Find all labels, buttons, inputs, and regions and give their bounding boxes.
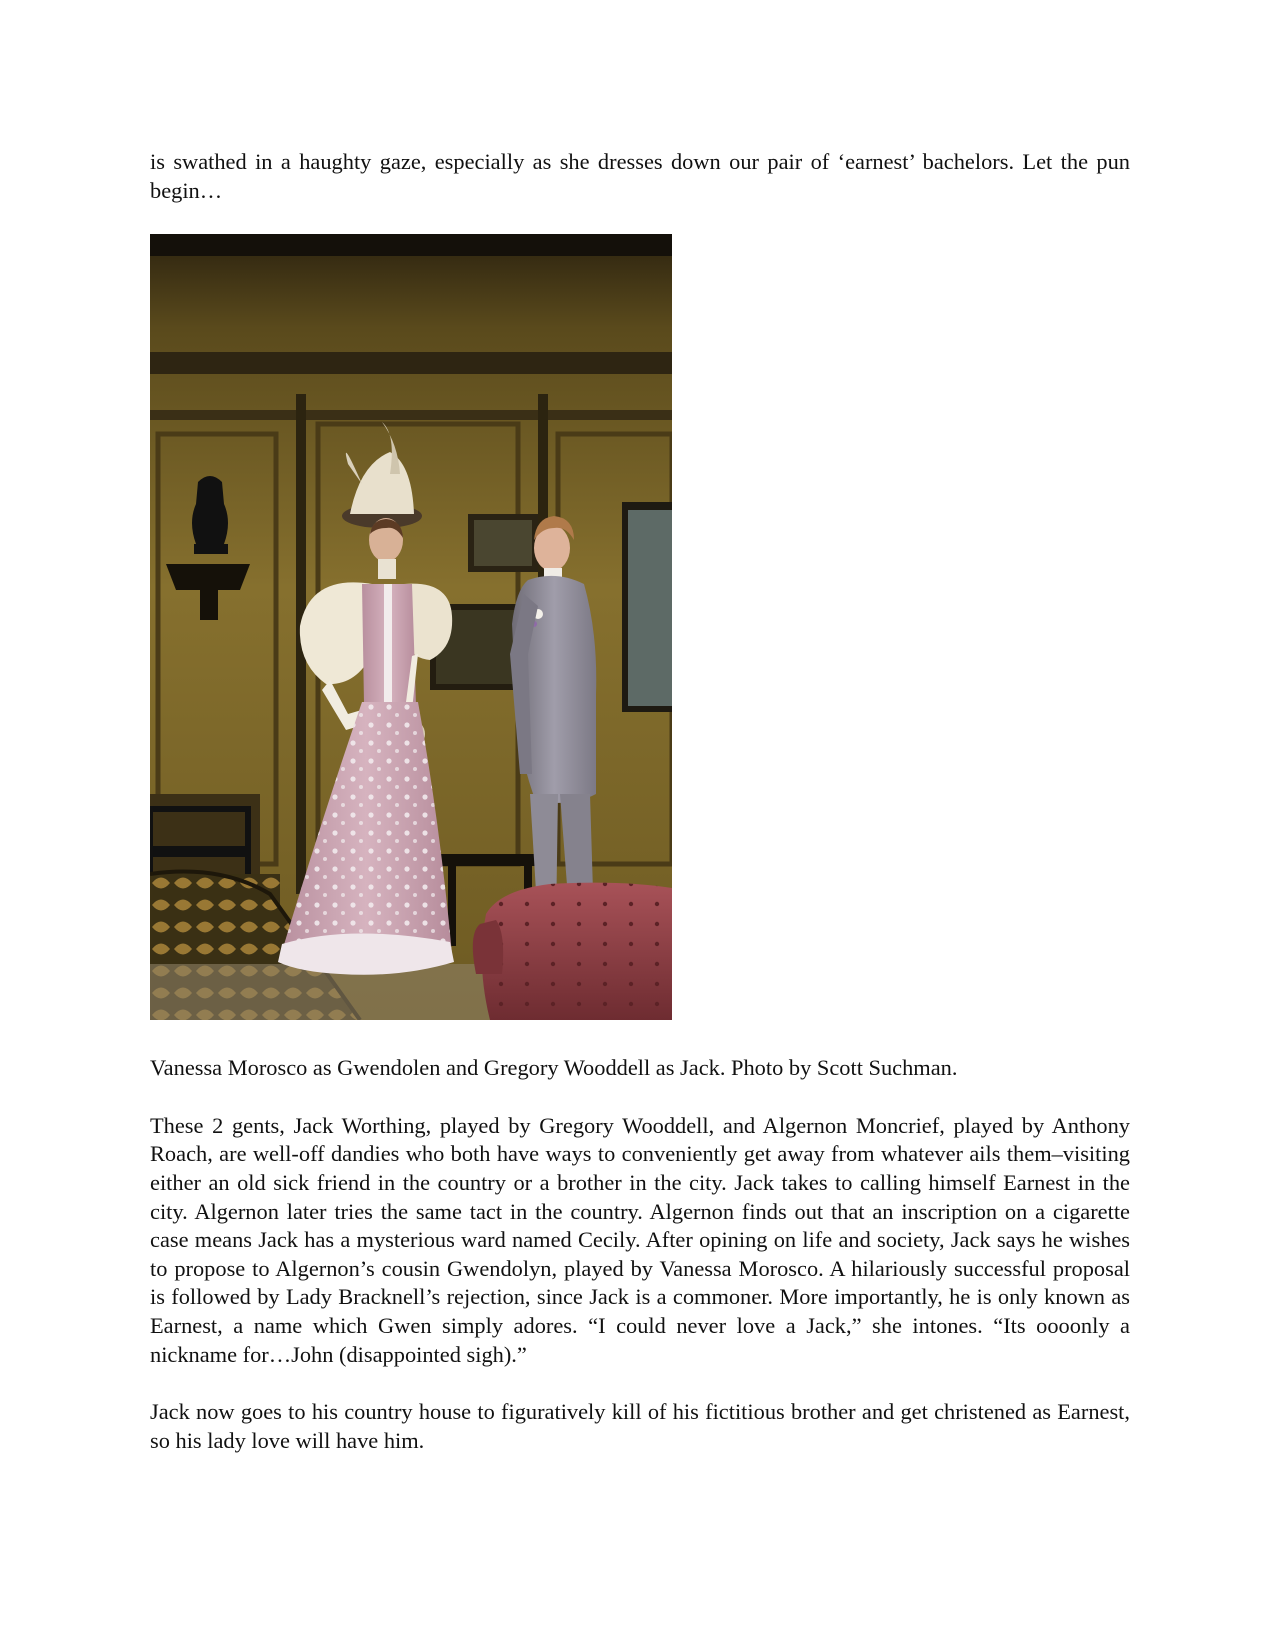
closing-paragraph: Jack now goes to his country house to figuratively kill of his fictitious brother and get christened as Earnest, so his lady love will have him. <box>150 1399 1130 1453</box>
stage-photo <box>150 234 672 1020</box>
photo-caption: Vanessa Morosco as Gwendolen and Gregory Wooddell as Jack. Photo by Scott Suchman. <box>150 1055 958 1081</box>
document-page <box>150 148 1130 1455</box>
body-paragraph: These 2 gents, Jack Worthing, played by Gregory Wooddell, and Algernon Moncrief, played by Anthony Roach, are well-off dandies who both have ways to conveniently get away from whatever ails them–visiting either an old sick friend in the country or a brother in the city. Jack takes to calling himself Earnest in the city. Algernon later tries the same tact in the country. Algernon finds out that an inscription on a cigarette case means Jack has a mysterious ward named Cecily. After opining on life and society, Jack says he wishes to propose to Algernon’s cousin Gwendolyn, played by Vanessa Morosco. A hilariously successful proposal is followed by Lady Bracknell’s rejection, since Jack is a commoner. More importantly, he is only known as Earnest, a name which Gwen simply adores. “I could never love a Jack,” she intones. “Its oooonly a nickname for…John (disappointed sigh).” <box>150 1112 1130 1367</box>
intro-paragraph: is swathed in a haughty gaze, especially as she dresses down our pair of ‘earnest’ bachelors. Let the pun begin… <box>150 149 1130 203</box>
